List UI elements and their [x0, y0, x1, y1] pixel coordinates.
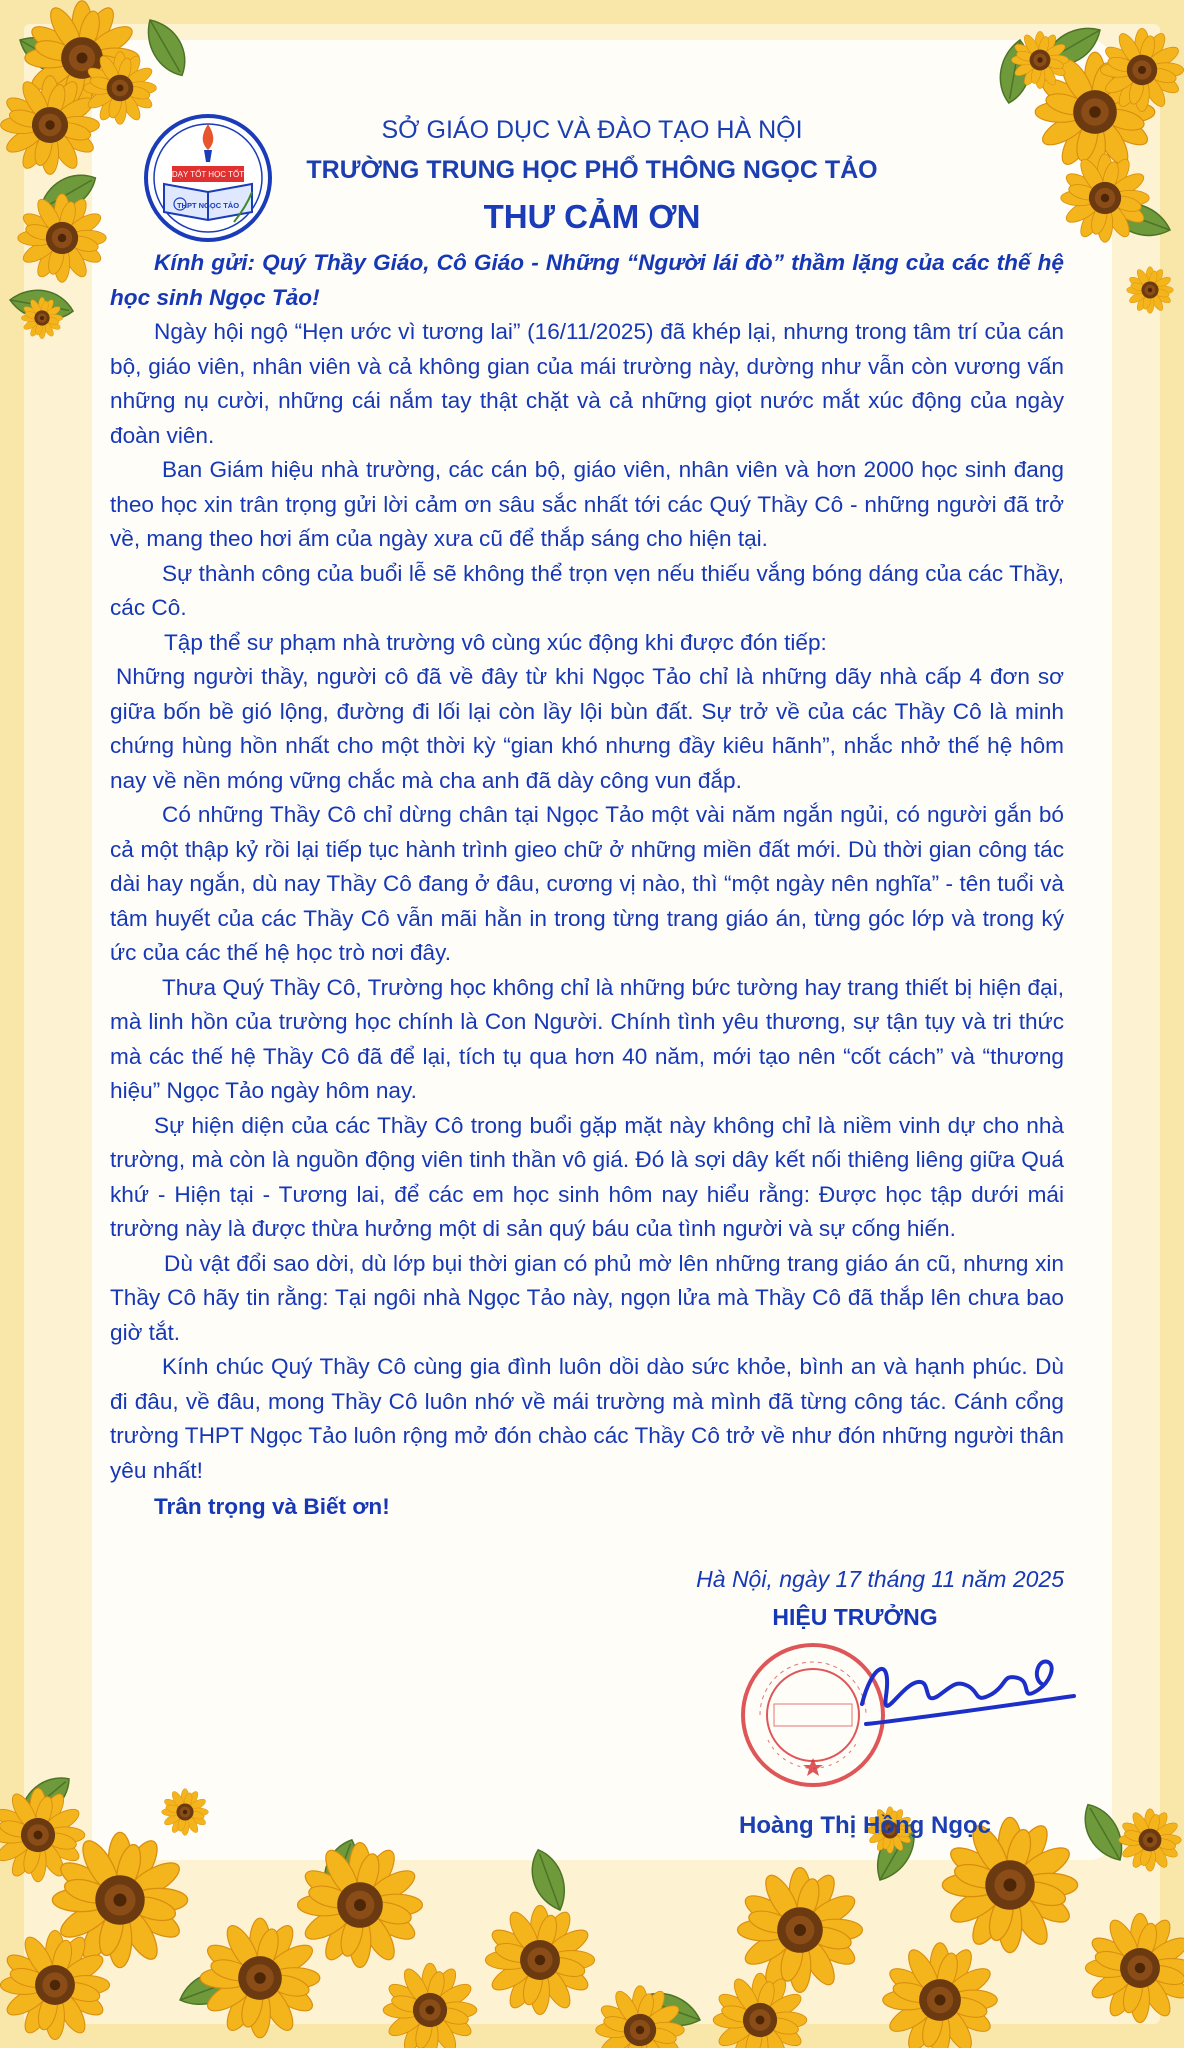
school-name: TRƯỜNG TRUNG HỌC PHỔ THÔNG NGỌC TẢO [306, 156, 878, 184]
handwritten-signature-icon [852, 1644, 1080, 1740]
paragraph: Dù vật đổi sao dời, dù lớp bụi thời gian có phủ mờ lên những trang giáo án cũ, nhưng xin Thầy Cô hãy tin rằng: Tại ngôi nhà Ngọc Tảo này, ngọn lửa mà Thầy Cô đã thắp lên chưa bao giờ tắt. [110, 1250, 1064, 1345]
paragraph: Kính chúc Quý Thầy Cô cùng gia đình luôn dồi dào sức khỏe, bình an và hạnh phúc. Dù đi đâu, về đâu, mong Thầy Cô luôn nhớ về mái trường mà mình đã từng công tác. Cánh cổng trường THPT Ngọc Tảo luôn rộng mở đón chào các Thầy Cô trở về như đón những người thân yêu nhất! [110, 1354, 1064, 1483]
paragraph: Thưa Quý Thầy Cô, Trường học không chỉ là những bức tường hay trang thiết bị hiện đại, mà linh hồn của trường học chính là Con Người. Chính tình yêu thương, sự tận tụy và tri thức mà các thế hệ Thầy Cô đã để lại, tích tụ qua hơn 40 năm, mới tạo nên “cốt cách” và “thương hiệu” Ngọc Tảo ngày hôm nay. [110, 974, 1064, 1103]
paragraph: Sự hiện diện của các Thầy Cô trong buổi gặp mặt này không chỉ là niềm vinh dự cho nhà trường, mà còn là nguồn động viên tinh thần vô giá. Đó là sợi dây kết nối thiêng liêng giữa Quá khứ - Hiện tại - Tương lai, để các em học sinh hôm nay hiểu rằng: Được học tập dưới mái trường này là được thừa hưởng một di sản quý báu của tình người và sự cống hiến. [110, 1112, 1064, 1241]
greeting: Kính gửi: Quý Thầy Giáo, Cô Giáo - Những “Người lái đò” thầm lặng của các thế hệ học sinh Ngọc Tảo! [110, 250, 1064, 310]
svg-text:DẠY TỐT HỌC TỐT: DẠY TỐT HỌC TỐT [171, 170, 245, 179]
paragraph: Sự thành công của buổi lễ sẽ không thể trọn vẹn nếu thiếu vắng bóng dáng của các Thầy, các Cô. [110, 560, 1064, 620]
paragraph: Tập thể sư phạm nhà trường vô cùng xúc động khi được đón tiếp: [164, 629, 827, 655]
paragraph: Ngày hội ngộ “Hẹn ước vì tương lai” (16/11/2025) đã khép lại, nhưng trong tâm trí của cán bộ, giáo viên, nhân viên và cả không gian của mái trường này, dường như vẫn còn vương vấn những nụ cười, những cái nắm tay thật chặt và cả những giọt nước mắt xúc động của ngày đoàn viên. [110, 319, 1064, 448]
letter-title: THƯ CẢM ƠN [483, 198, 701, 235]
signer-name: Hoàng Thị Hồng Ngọc [739, 1812, 991, 1839]
paragraph: Có những Thầy Cô chỉ dừng chân tại Ngọc Tảo một vài năm ngắn ngủi, có người gắn bó cả một thập kỷ rồi lại tiếp tục hành trình gieo chữ ở những miền đất mới. Dù thời gian công tác dài hay ngắn, dù nay Thầy Cô đang ở đâu, cương vị nào, thì “một ngày nên nghĩa” - tên tuổi và tâm huyết của các Thầy Cô vẫn mãi hằn in trong từng trang giáo án, từng góc lớp và trong ký ức của các thế hệ học trò nơi đây. [110, 802, 1064, 965]
letter-body [110, 246, 1064, 1525]
closing: Trân trọng và Biết ơn! [154, 1494, 390, 1519]
paragraph: Ban Giám hiệu nhà trường, các cán bộ, giáo viên, nhân viên và hơn 2000 học sinh đang theo học xin trân trọng gửi lời cảm ơn sâu sắc nhất tới các Quý Thầy Cô - những người đã trở về, mang theo hơi ấm của ngày xưa cũ để thắp sáng cho hiện tại. [110, 457, 1064, 551]
paragraph: Những người thầy, người cô đã về đây từ khi Ngọc Tảo chỉ là những dãy nhà cấp 4 đơn sơ giữa bốn bề gió lộng, đường đi lối lại còn lầy lội bùn đất. Sự trở về của các Thầy Cô là minh chứng hùng hồn nhất cho một thời kỳ “gian khó nhưng đầy kiêu hãnh”, nhắc nhở thế hệ hôm nay về nền móng vững chắc mà cha anh đã dày công vun đắp. [110, 664, 1064, 793]
department-name: SỞ GIÁO DỤC VÀ ĐÀO TẠO HÀ NỘI [381, 116, 803, 144]
letter-date: Hà Nội, ngày 17 tháng 11 năm 2025 [696, 1566, 1064, 1592]
signer-role: HIỆU TRƯỞNG [772, 1604, 938, 1630]
svg-text:THPT NGỌC TẢO: THPT NGỌC TẢO [176, 201, 240, 210]
